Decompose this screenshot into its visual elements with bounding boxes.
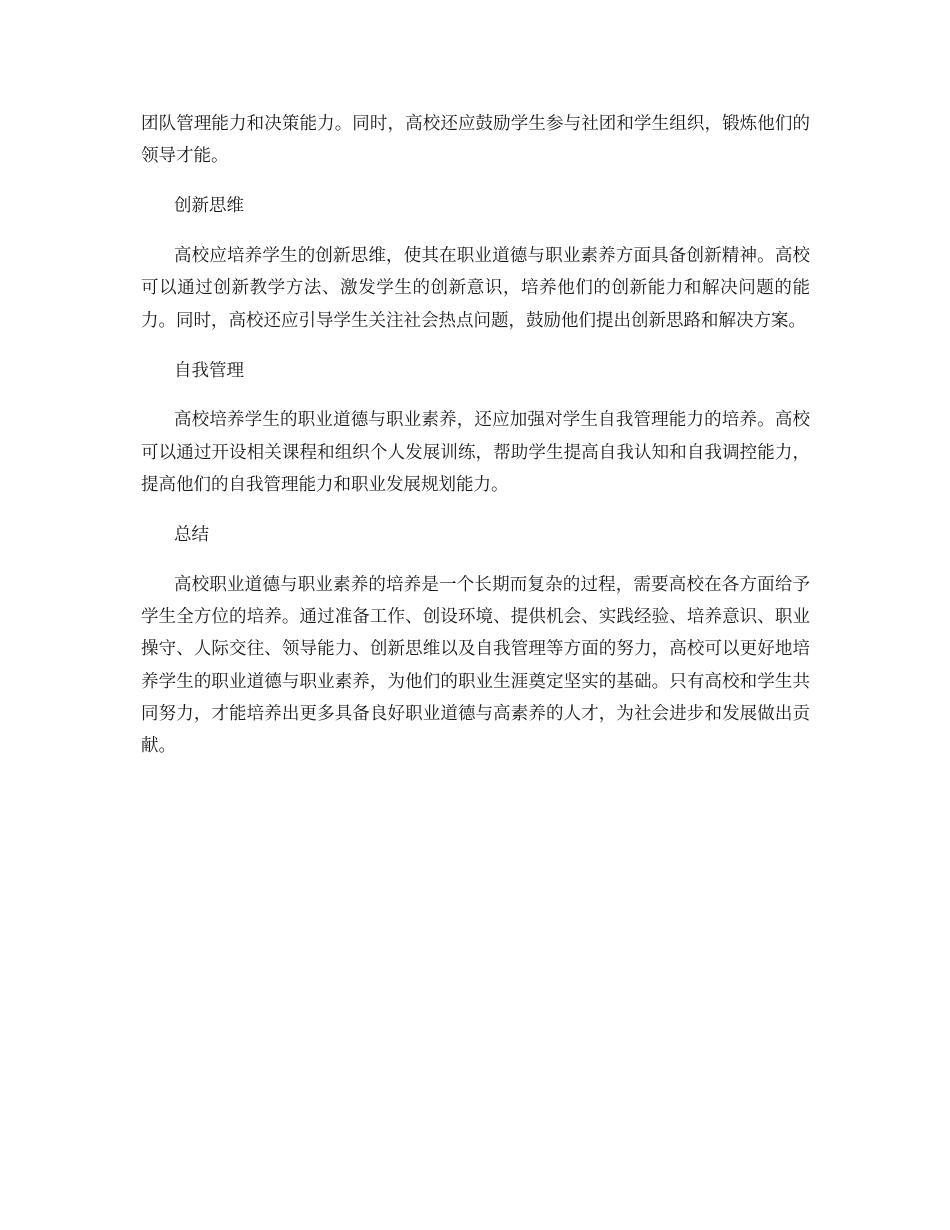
paragraph-summary: 高校职业道德与职业素养的培养是一个长期而复杂的过程，需要高校在各方面给予学生全方位的培养。通过准备工作、创设环境、提供机会、实践经验、培养意识、职业操守、人际交往、领导能力、创新思维以及自我管理等方面的努力，高校可以更好地培养学生的职业道德与职业素养，为他们的职业生涯奠定坚实的基础。只有高校和学生共同努力，才能培养出更多具备良好职业道德与高素养的人才，为社会进步和发展做出贡献。 (141, 574, 810, 757)
section-heading-self-management: 自我管理 (174, 360, 244, 381)
paragraph-leadership-continued: 团队管理能力和决策能力。同时，高校还应鼓励学生参与社团和学生组织，锻炼他们的领导才能。 (141, 114, 810, 167)
section-heading-innovation: 创新思维 (174, 196, 244, 217)
section-heading-summary: 总结 (174, 524, 209, 545)
document-body (141, 108, 810, 780)
paragraph-innovation: 高校应培养学生的创新思维，使其在职业道德与职业素养方面具备创新精神。高校可以通过创新教学方法、激发学生的创新意识，培养他们的创新能力和解决问题的能力。同时，高校还应引导学生关注社会热点问题，鼓励他们提出创新思路和解决方案。 (141, 246, 810, 331)
paragraph-self-management: 高校培养学生的职业道德与职业素养，还应加强对学生自我管理能力的培养。高校可以通过开设相关课程和组织个人发展训练，帮助学生提高自我认知和自我调控能力，提高他们的自我管理能力和职业发展规划能力。 (141, 410, 810, 496)
